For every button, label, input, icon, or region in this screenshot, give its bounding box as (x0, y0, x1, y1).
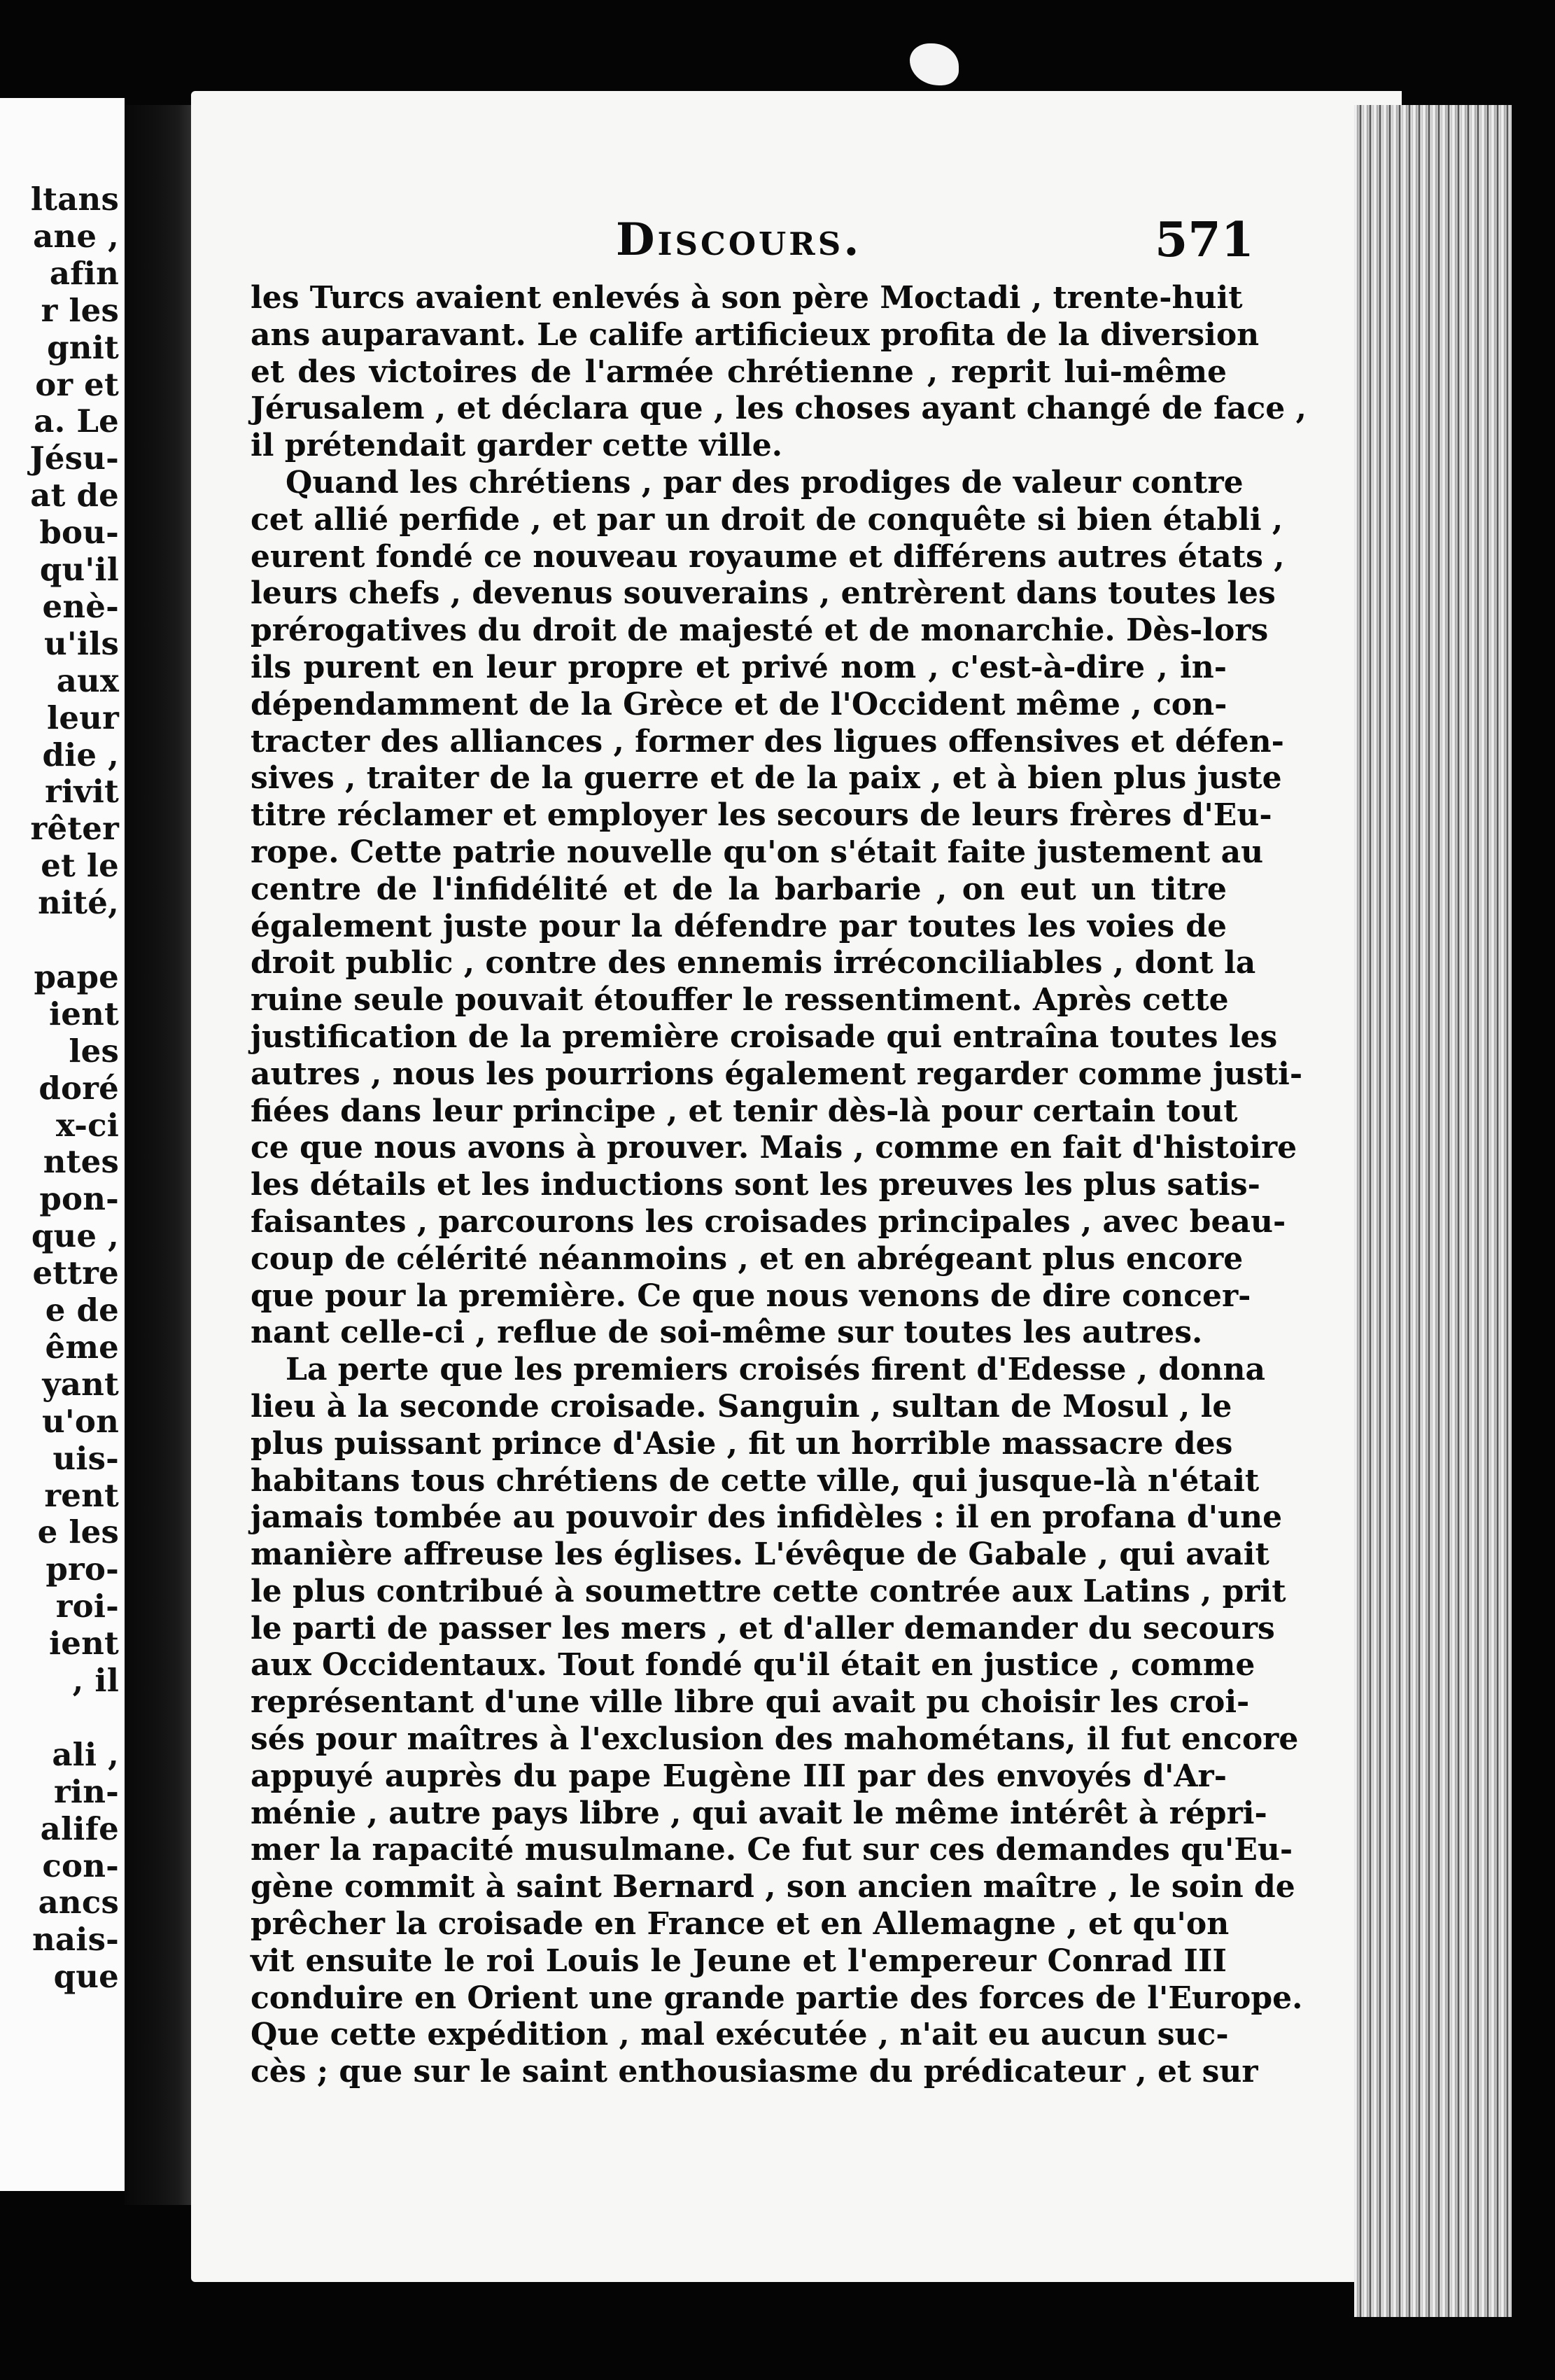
left-page-line: ntes (43, 1143, 119, 1181)
text-line: les Turcs avaient enlevés à son père Moctadi , trente-huit (251, 280, 1243, 316)
left-page-line: r les (41, 291, 119, 329)
left-page-line: gnit (47, 328, 119, 366)
left-page-line: enè- (42, 587, 119, 625)
text-line: Quand les chrétiens , par des prodiges de valeur contre (286, 464, 1244, 500)
left-page-line: e de (45, 1292, 119, 1329)
text-line: centre de l'infidélité et de la barbarie , on eut un titre (251, 871, 1227, 907)
left-page-line: ettre (32, 1254, 119, 1292)
text-line: les détails et les inductions sont les preuves les plus satis- (251, 1167, 1260, 1203)
text-line: Que cette expédition , mal exécutée , n'ait eu aucun suc- (251, 2017, 1229, 2053)
left-page-line: con- (42, 1847, 119, 1884)
text-line: conduire en Orient une grande partie des forces de l'Europe. (251, 1980, 1303, 2016)
left-page-line: x-ci (55, 1106, 119, 1144)
text-line: sives , traiter de la guerre et de la paix , et à bien plus juste (251, 760, 1282, 797)
scan-border (1512, 105, 1555, 2317)
left-page-line: at de (30, 477, 119, 514)
left-page-line: nais- (32, 1921, 119, 1959)
left-page-line: uis- (52, 1439, 119, 1477)
text-line: appuyé auprès du pape Eugène III par des envoyés d'Ar- (251, 1758, 1227, 1794)
left-page-line: or et (35, 365, 119, 403)
text-line: également juste pour la défendre par toutes les voies de (251, 908, 1227, 944)
text-line: tracter des alliances , former des ligues offensives et défen- (251, 723, 1284, 760)
text-line: ce que nous avons à prouver. Mais , comme en fait d'histoire (251, 1130, 1297, 1166)
text-line: ans auparavant. Le calife artificieux profita de la diversion (251, 316, 1260, 353)
text-line: La perte que les premiers croisés firent d'Edesse , donna (286, 1352, 1266, 1388)
left-page-line: afin (49, 254, 119, 292)
left-page-line: e les (37, 1513, 119, 1551)
text-line: cet allié perfide , et par un droit de conquête si bien établi , (251, 501, 1283, 538)
text-line: justification de la première croisade qui entraîna toutes les (251, 1018, 1278, 1055)
left-page-line: ane , (33, 217, 119, 255)
text-line: et des victoires de l'armée chrétienne , reprit lui-même (251, 354, 1227, 390)
text-line: aux Occidentaux. Tout fondé qu'il était en justice , comme (251, 1647, 1255, 1684)
text-line: eurent fondé ce nouveau royaume et différens autres états , (251, 538, 1285, 575)
left-page-line: les (69, 1032, 119, 1070)
running-head: Discours. (616, 214, 862, 266)
left-page-line: que , (31, 1217, 119, 1255)
book-gutter (125, 105, 191, 2205)
text-line: prérogatives du droit de majesté et de monarchie. Dès-lors (251, 612, 1269, 649)
text-line: vit ensuite le roi Louis le Jeune et l'empereur Conrad III (251, 1942, 1227, 1979)
text-line: titre réclamer et employer les secours de leurs frères d'Eu- (251, 797, 1272, 834)
text-line: leurs chefs , devenus souverains , entrèrent dans toutes les (251, 575, 1276, 612)
text-line: prêcher la croisade en France et en Allemagne , et qu'on (251, 1906, 1230, 1942)
text-line: gène commit à saint Bernard , son ancien maître , le soin de (251, 1869, 1295, 1905)
left-page-line: pape (34, 958, 119, 995)
text-line: autres , nous les pourrions également regarder comme justi- (251, 1056, 1303, 1092)
text-line: représentant d'une ville libre qui avait pu choisir les croi- (251, 1684, 1250, 1721)
text-line: ménie , autre pays libre , qui avait le même intérêt à répri- (251, 1795, 1267, 1831)
left-page-line: die , (42, 736, 119, 774)
page-edges (1354, 105, 1515, 2317)
left-page-line: aux (56, 662, 119, 699)
left-page-line: Jésu- (29, 440, 119, 477)
text-line: rope. Cette patrie nouvelle qu'on s'était faite justement au (251, 834, 1264, 870)
left-page-line: rent (44, 1476, 119, 1514)
left-page-line: , il (72, 1662, 119, 1699)
text-line: coup de célérité néanmoins , et en abrégeant plus encore (251, 1240, 1244, 1277)
left-page-line: et le (41, 847, 119, 885)
paper-stain (910, 43, 959, 85)
left-page-line: rivit (45, 773, 119, 811)
left-page-line: rêter (30, 810, 119, 848)
text-line: mer la rapacité musulmane. Ce fut sur ces demandes qu'Eu- (251, 1832, 1293, 1868)
left-page-line: ancs (38, 1884, 119, 1921)
left-page-line: roi- (55, 1588, 119, 1625)
left-page-line: bou- (39, 514, 119, 552)
left-page-line: que (53, 1958, 119, 1996)
left-page-line: ient (48, 1625, 119, 1662)
text-line: plus puissant prince d'Asie , fit un horrible massacre des (251, 1425, 1233, 1462)
left-page-line: ltans (30, 181, 119, 218)
left-page-line: leur (47, 699, 119, 736)
left-page-line: alife (40, 1809, 119, 1847)
left-page-line: yant (42, 1365, 119, 1403)
text-line: dépendamment de la Grèce et de l'Occident même , con- (251, 686, 1227, 722)
text-line: ruine seule pouvait étouffer le ressentiment. Après cette (251, 982, 1229, 1018)
left-page-line: ême (45, 1328, 119, 1366)
left-page-line: ient (48, 995, 119, 1032)
text-line: cès ; que sur le saint enthousiasme du prédicateur , et sur (251, 2054, 1258, 2090)
left-page-fragment (0, 98, 125, 2191)
left-page-line: u'on (41, 1402, 119, 1440)
text-line: faisantes , parcourons les croisades principales , avec beau- (251, 1203, 1286, 1240)
text-line: lieu à la seconde croisade. Sanguin , sultan de Mosul , le (251, 1388, 1232, 1424)
text-line: il prétendait garder cette ville. (251, 428, 783, 464)
left-page-line: pon- (39, 1180, 119, 1218)
text-line: le plus contribué à soumettre cette contrée aux Latins , prit (251, 1573, 1286, 1609)
left-page-line: qu'il (39, 551, 119, 588)
text-line: jamais tombée au pouvoir des infidèles : il en profana d'une (251, 1499, 1283, 1536)
text-line: sés pour maîtres à l'exclusion des mahométans, il fut encore (251, 1721, 1299, 1758)
text-line: nant celle-ci , reflue de soi-même sur toutes les autres. (251, 1315, 1203, 1351)
text-line: que pour la première. Ce que nous venons de dire concer- (251, 1278, 1251, 1314)
page-number: 571 (1155, 212, 1254, 268)
left-page-line: doré (38, 1069, 119, 1107)
left-page-line: ali , (52, 1735, 119, 1773)
text-line: fiées dans leur principe , et tenir dès-là pour certain tout (251, 1093, 1238, 1129)
text-line: habitans tous chrétiens de cette ville, qui jusque-là n'était (251, 1462, 1260, 1499)
body-text (251, 280, 1307, 2091)
text-line: manière affreuse les églises. L'évêque de Gabale , qui avait (251, 1536, 1269, 1573)
left-page-line: pro- (45, 1550, 119, 1588)
left-page-line: u'ils (43, 624, 119, 662)
text-line: le parti de passer les mers , et d'aller demander du secours (251, 1610, 1275, 1646)
left-page-line: nité, (38, 884, 119, 922)
left-page-line: a. Le (34, 402, 119, 440)
left-page-line: rin- (54, 1772, 119, 1810)
text-line: droit public , contre des ennemis irréconciliables , dont la (251, 945, 1256, 981)
text-line: ils purent en leur propre et privé nom , c'est-à-dire , in- (251, 649, 1227, 685)
text-line: Jérusalem , et déclara que , les choses ayant changé de face , (251, 391, 1307, 427)
